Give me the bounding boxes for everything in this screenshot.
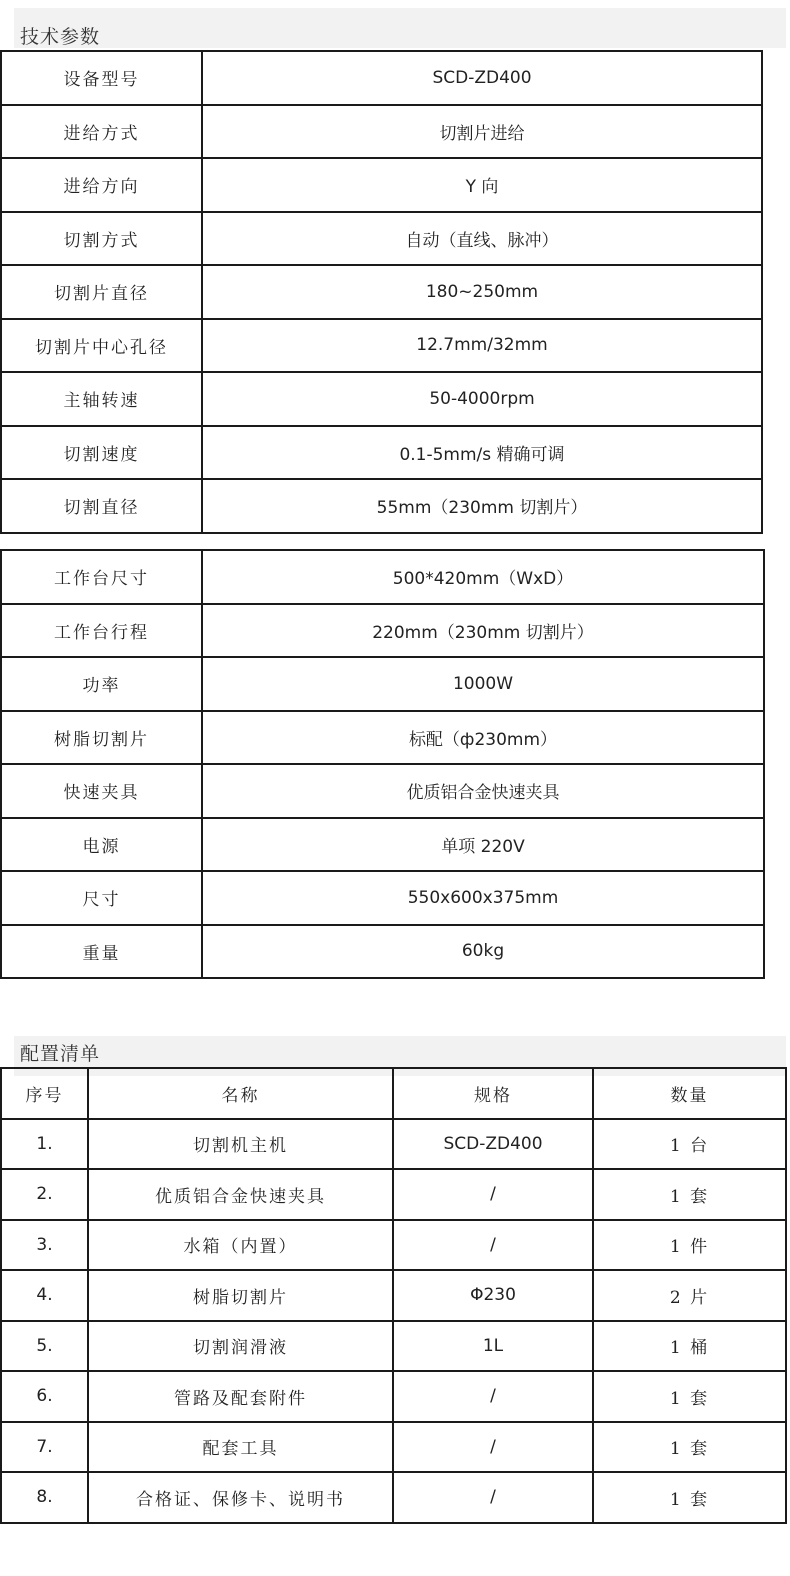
spec-row (1, 265, 762, 319)
config-cell-name: 合格证、保修卡、说明书 (88, 1472, 393, 1523)
spec-label: 尺寸 (1, 871, 202, 925)
spec-value: 180~250mm (202, 265, 762, 319)
spec-row (1, 158, 762, 212)
spec-label: 快速夹具 (1, 764, 202, 818)
spec-label: 进给方式 (1, 105, 202, 159)
spec-row (1, 871, 764, 925)
spec-value: 50-4000rpm (202, 372, 762, 426)
tech-section-title: 技术参数 (20, 26, 101, 48)
spec-value: 单项 220V (202, 818, 764, 872)
spec-label: 进给方向 (1, 158, 202, 212)
config-cell-no: 1. (1, 1119, 88, 1170)
spec-row (1, 604, 764, 658)
spec-label: 重量 (1, 925, 202, 979)
tech-section-header (14, 8, 786, 48)
spec-value: Y 向 (202, 158, 762, 212)
config-row (1, 1371, 786, 1422)
config-cell-name: 水箱（内置） (88, 1220, 393, 1271)
spec-value: 55mm（230mm 切割片） (202, 479, 762, 533)
spec-label: 工作台尺寸 (1, 550, 202, 604)
config-row (1, 1270, 786, 1321)
spec-value: 0.1-5mm/s 精确可调 (202, 426, 762, 480)
spec-value: 1000W (202, 657, 764, 711)
spec-label: 切割片中心孔径 (1, 319, 202, 373)
spec-row (1, 426, 762, 480)
config-cell-name: 切割润滑液 (88, 1321, 393, 1372)
spec-row (1, 764, 764, 818)
config-cell-spec: 1L (393, 1321, 593, 1372)
config-cell-name: 树脂切割片 (88, 1270, 393, 1321)
config-cell-spec: / (393, 1169, 593, 1220)
spec-table-lower (0, 549, 765, 979)
config-cell-no: 4. (1, 1270, 88, 1321)
spec-table-upper (0, 50, 763, 534)
header-spec: 规格 (393, 1068, 593, 1119)
spec-value: 切割片进给 (202, 105, 762, 159)
config-cell-no: 2. (1, 1169, 88, 1220)
config-cell-no: 6. (1, 1371, 88, 1422)
spec-value: 优质铝合金快速夹具 (202, 764, 764, 818)
config-cell-no: 5. (1, 1321, 88, 1372)
spec-value: 60kg (202, 925, 764, 979)
config-cell-no: 7. (1, 1422, 88, 1473)
config-cell-spec: / (393, 1422, 593, 1473)
spec-value: 550x600x375mm (202, 871, 764, 925)
spec-row (1, 372, 762, 426)
config-cell-name: 管路及配套附件 (88, 1371, 393, 1422)
spec-label: 切割速度 (1, 426, 202, 480)
spec-row (1, 319, 762, 373)
config-header-row (1, 1068, 786, 1119)
spec-label: 设备型号 (1, 51, 202, 105)
config-cell-qty: 1 桶 (593, 1321, 786, 1372)
spec-row (1, 657, 764, 711)
config-row (1, 1169, 786, 1220)
config-table (0, 1067, 787, 1524)
config-cell-qty: 1 套 (593, 1371, 786, 1422)
spec-value: 12.7mm/32mm (202, 319, 762, 373)
config-cell-qty: 1 件 (593, 1220, 786, 1271)
header-name: 名称 (88, 1068, 393, 1119)
config-cell-qty: 1 套 (593, 1422, 786, 1473)
config-cell-qty: 1 套 (593, 1169, 786, 1220)
spec-label: 功率 (1, 657, 202, 711)
config-row (1, 1119, 786, 1170)
spec-row (1, 818, 764, 872)
spec-row (1, 105, 762, 159)
spec-value: 标配（ф230mm） (202, 711, 764, 765)
spec-value: SCD-ZD400 (202, 51, 762, 105)
spec-label: 工作台行程 (1, 604, 202, 658)
spec-value: 220mm（230mm 切割片） (202, 604, 764, 658)
config-section-title: 配置清单 (20, 1043, 101, 1065)
config-cell-no: 3. (1, 1220, 88, 1271)
spec-row (1, 51, 762, 105)
config-cell-qty: 2 片 (593, 1270, 786, 1321)
config-cell-name: 切割机主机 (88, 1119, 393, 1170)
config-cell-spec: SCD-ZD400 (393, 1119, 593, 1170)
spec-row (1, 711, 764, 765)
spec-row (1, 550, 764, 604)
config-cell-name: 配套工具 (88, 1422, 393, 1473)
config-cell-spec: / (393, 1220, 593, 1271)
spec-label: 切割直径 (1, 479, 202, 533)
config-cell-no: 8. (1, 1472, 88, 1523)
spec-label: 切割方式 (1, 212, 202, 266)
config-row (1, 1220, 786, 1271)
spec-label: 切割片直径 (1, 265, 202, 319)
spec-label: 主轴转速 (1, 372, 202, 426)
header-no: 序号 (1, 1068, 88, 1119)
config-cell-spec: / (393, 1472, 593, 1523)
header-qty: 数量 (593, 1068, 786, 1119)
spec-label: 电源 (1, 818, 202, 872)
spec-row (1, 212, 762, 266)
config-cell-qty: 1 台 (593, 1119, 786, 1170)
config-row (1, 1472, 786, 1523)
config-row (1, 1422, 786, 1473)
spec-row (1, 479, 762, 533)
config-cell-name: 优质铝合金快速夹具 (88, 1169, 393, 1220)
spec-label: 树脂切割片 (1, 711, 202, 765)
config-cell-qty: 1 套 (593, 1472, 786, 1523)
config-cell-spec: Φ230 (393, 1270, 593, 1321)
spec-row (1, 925, 764, 979)
config-row (1, 1321, 786, 1372)
config-cell-spec: / (393, 1371, 593, 1422)
spec-value: 500*420mm（WxD） (202, 550, 764, 604)
spec-value: 自动（直线、脉冲） (202, 212, 762, 266)
